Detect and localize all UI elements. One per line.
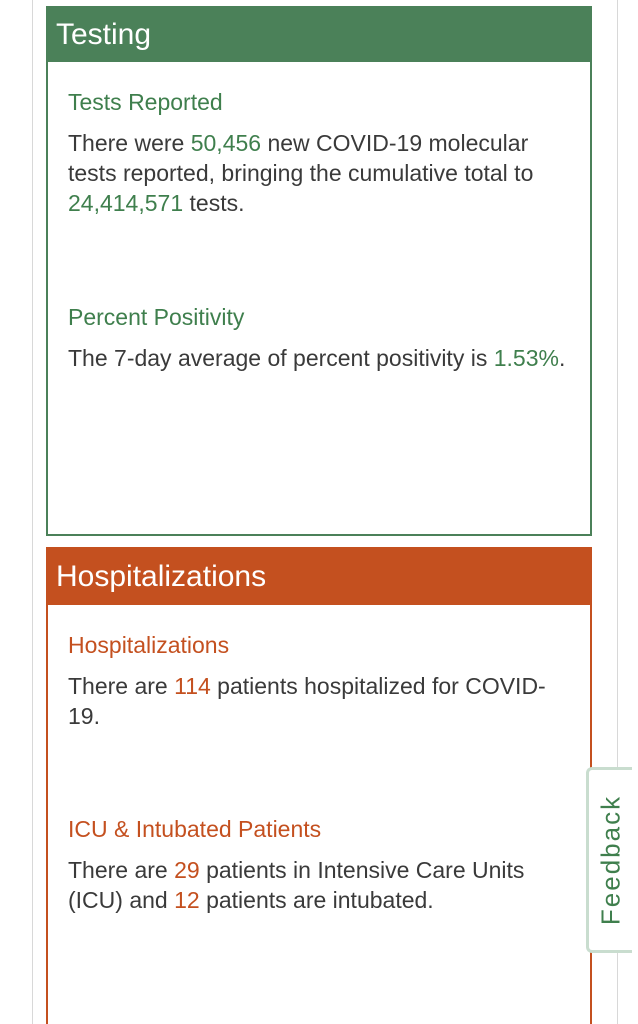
feedback-label: Feedback: [595, 794, 625, 926]
hospitalizations-header: Hospitalizations: [48, 549, 590, 605]
icu-count: 29: [174, 857, 200, 883]
hospitalized-text: There are 114 patients hospitalized for COVID-19.: [68, 673, 546, 729]
tests-reported-title: Tests Reported: [68, 89, 223, 115]
percent-positivity-section: [68, 303, 572, 373]
hospitalized-title: Hospitalizations: [68, 632, 230, 658]
icu-title: ICU & Intubated Patients: [68, 816, 322, 842]
intubated-count: 12: [174, 887, 200, 913]
hospitalized-section: [68, 631, 572, 731]
feedback-button[interactable]: [586, 767, 632, 953]
tests-reported-text: There were 50,456 new COVID-19 molecular tests reported, bringing the cumulative total to 24,414,571 tests.: [68, 130, 534, 216]
hospitalizations-card: [46, 547, 592, 1024]
percent-positivity-value: 1.53%: [493, 345, 559, 371]
percent-positivity-text: The 7-day average of percent positivity is 1.53%.: [68, 345, 566, 371]
percent-positivity-title: Percent Positivity: [68, 304, 245, 330]
cumulative-tests-value: 24,414,571: [68, 190, 184, 216]
testing-header: Testing: [48, 8, 590, 62]
testing-card: [46, 6, 592, 536]
hospitalized-count: 114: [174, 673, 211, 699]
icu-section: [68, 815, 572, 915]
new-tests-value: 50,456: [190, 130, 262, 156]
tests-reported-section: [68, 88, 572, 218]
icu-text: There are 29 patients in Intensive Care Units (ICU) and 12 patients are intubated.: [68, 857, 525, 913]
